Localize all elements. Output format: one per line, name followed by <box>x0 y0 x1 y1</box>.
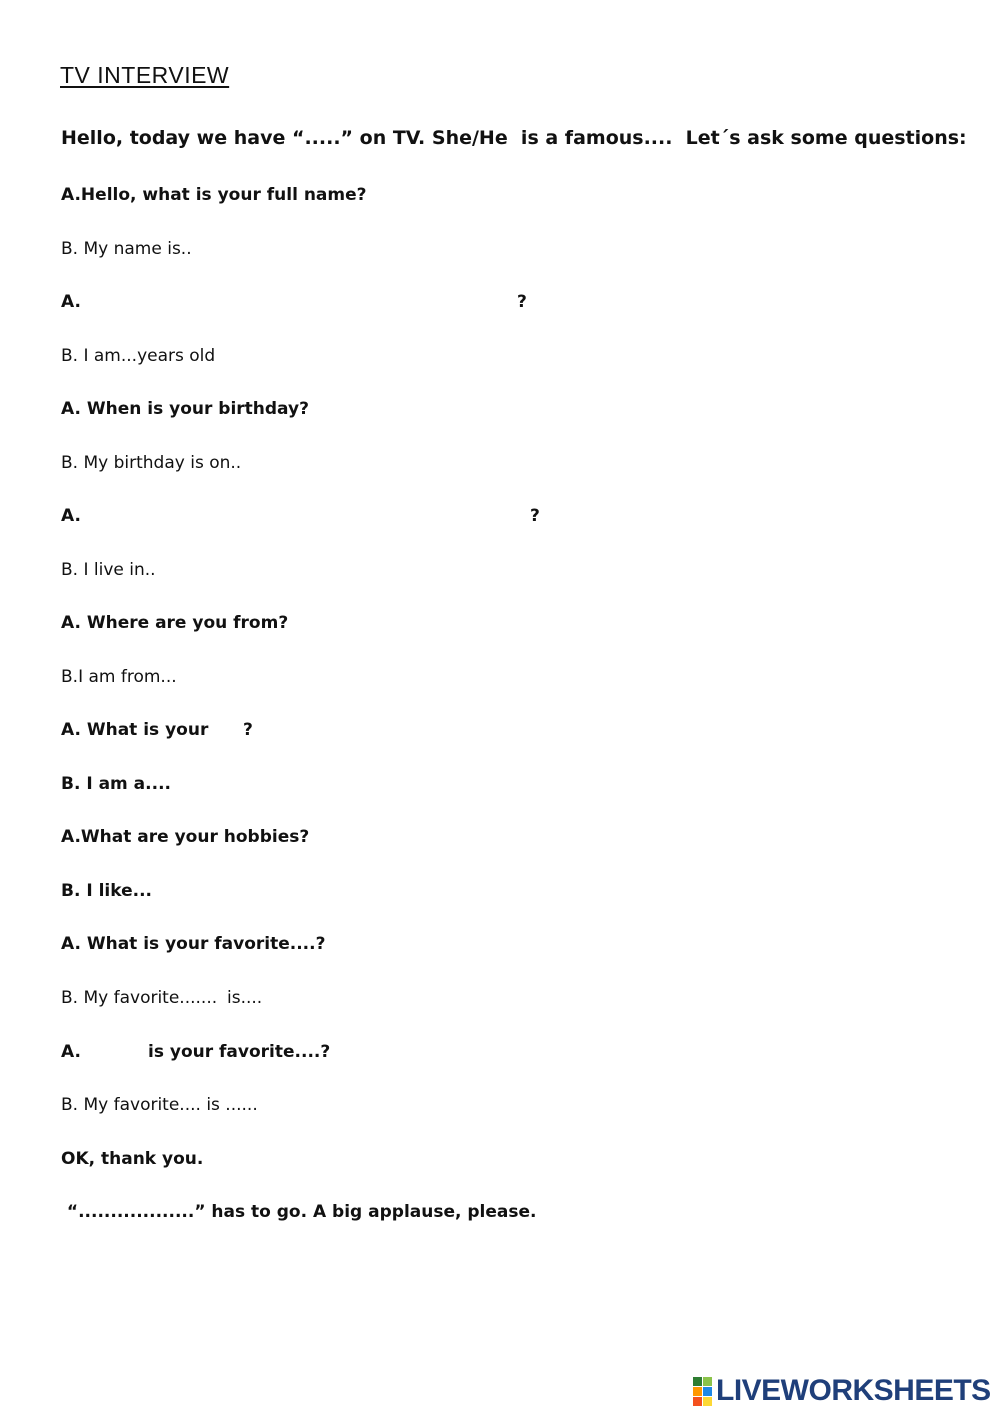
closing-thanks: OK, thank you. <box>61 1149 204 1169</box>
question-blank-favorite: A. <box>61 1042 81 1062</box>
question-favorite: A. What is your favorite....? <box>61 934 326 954</box>
answer-hobbies: B. I like... <box>61 881 152 901</box>
logo-mark-icon <box>693 1377 712 1406</box>
answer-name: B. My name is.. <box>61 239 192 259</box>
question-blank-age: A. <box>61 292 81 312</box>
answer-live: B. I live in.. <box>61 560 156 580</box>
worksheet-title: TV INTERVIEW <box>60 62 230 88</box>
intro-text: Hello, today we have “.....” on TV. She/He is a famous.... Let´s ask some questions: <box>61 127 967 149</box>
question-hobbies: A.What are your hobbies? <box>61 827 310 847</box>
closing-applause: “..................” has to go. A big applause, please. <box>61 1202 537 1222</box>
answer-birthday: B. My birthday is on.. <box>61 453 242 473</box>
answer-age: B. I am...years old <box>61 346 216 366</box>
question-job: A. What is your <box>61 720 209 740</box>
question-mark: ? <box>243 720 253 740</box>
answer-favorite-2: B. My favorite.... is ...... <box>61 1095 258 1115</box>
answer-from: B.I am from... <box>61 667 177 687</box>
answer-favorite: B. My favorite....... <box>61 988 218 1008</box>
question-full-name: A.Hello, what is your full name? <box>61 185 367 205</box>
question-blank-favorite-suffix: is your favorite....? <box>148 1042 331 1062</box>
logo-text: LIVEWORKSHEETS <box>716 1374 991 1407</box>
question-blank-live: A. <box>61 506 81 526</box>
question-mark: ? <box>530 506 540 526</box>
question-from: A. Where are you from? <box>61 613 289 633</box>
liveworksheets-logo <box>693 1374 991 1408</box>
answer-job: B. I am a.... <box>61 774 171 794</box>
answer-favorite-suffix: is.... <box>227 988 263 1008</box>
question-mark: ? <box>517 292 527 312</box>
question-birthday: A. When is your birthday? <box>61 399 309 419</box>
